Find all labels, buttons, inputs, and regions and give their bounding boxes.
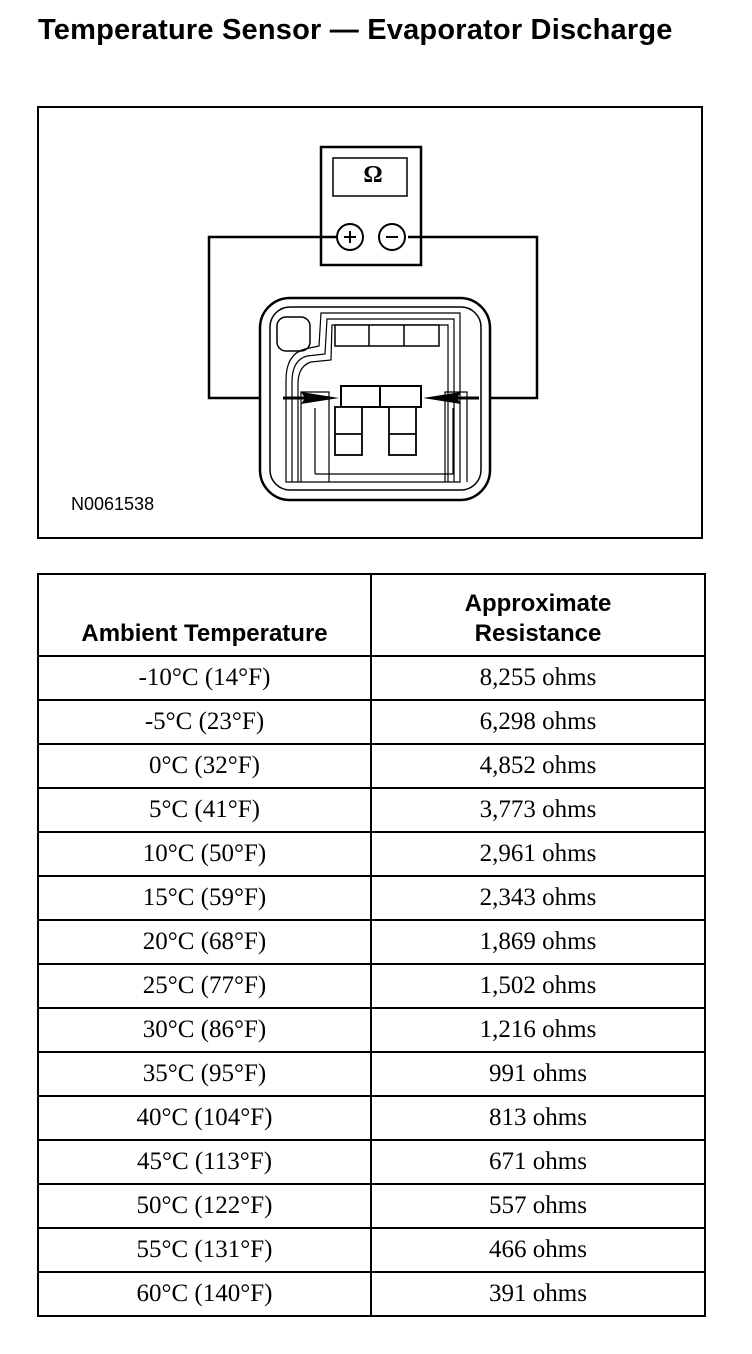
temperature-cell: 20°C (68°F) bbox=[38, 920, 371, 964]
resistance-cell: 2,343 ohms bbox=[371, 876, 705, 920]
temperature-cell: 30°C (86°F) bbox=[38, 1008, 371, 1052]
table-row bbox=[38, 964, 705, 1008]
table-row bbox=[38, 700, 705, 744]
table-row bbox=[38, 788, 705, 832]
resistance-cell: 2,961 ohms bbox=[371, 832, 705, 876]
resistance-cell: 3,773 ohms bbox=[371, 788, 705, 832]
table-row bbox=[38, 1228, 705, 1272]
table-row bbox=[38, 656, 705, 700]
page-title: Temperature Sensor — Evaporator Discharge bbox=[38, 14, 673, 46]
temperature-cell: 15°C (59°F) bbox=[38, 876, 371, 920]
temperature-cell: 40°C (104°F) bbox=[38, 1096, 371, 1140]
temperature-cell: 60°C (140°F) bbox=[38, 1272, 371, 1316]
temperature-cell: 25°C (77°F) bbox=[38, 964, 371, 1008]
temperature-cell: 55°C (131°F) bbox=[38, 1228, 371, 1272]
resistance-cell: 991 ohms bbox=[371, 1052, 705, 1096]
table-row bbox=[38, 1008, 705, 1052]
diagram-figure bbox=[37, 106, 703, 539]
table-row bbox=[38, 744, 705, 788]
resistance-cell: 1,216 ohms bbox=[371, 1008, 705, 1052]
temperature-cell: -10°C (14°F) bbox=[38, 656, 371, 700]
temperature-cell: 10°C (50°F) bbox=[38, 832, 371, 876]
resistance-cell: 6,298 ohms bbox=[371, 700, 705, 744]
resistance-cell: 1,869 ohms bbox=[371, 920, 705, 964]
temperature-cell: 0°C (32°F) bbox=[38, 744, 371, 788]
temperature-cell: 50°C (122°F) bbox=[38, 1184, 371, 1228]
ohm-symbol: Ω bbox=[363, 162, 383, 188]
table-row bbox=[38, 1140, 705, 1184]
figure-id: N0061538 bbox=[71, 494, 155, 514]
header-ambient-temperature: Ambient Temperature bbox=[38, 574, 371, 656]
table-header-row bbox=[38, 574, 705, 656]
table-row bbox=[38, 1184, 705, 1228]
header-approximate-resistance: Approximate Resistance bbox=[371, 574, 705, 656]
table-row bbox=[38, 876, 705, 920]
table-row bbox=[38, 832, 705, 876]
table-row bbox=[38, 1096, 705, 1140]
resistance-cell: 1,502 ohms bbox=[371, 964, 705, 1008]
resistance-table bbox=[37, 573, 706, 1317]
resistance-cell: 671 ohms bbox=[371, 1140, 705, 1184]
table-row bbox=[38, 1052, 705, 1096]
resistance-cell: 557 ohms bbox=[371, 1184, 705, 1228]
resistance-cell: 391 ohms bbox=[371, 1272, 705, 1316]
temperature-cell: -5°C (23°F) bbox=[38, 700, 371, 744]
resistance-cell: 466 ohms bbox=[371, 1228, 705, 1272]
temperature-cell: 35°C (95°F) bbox=[38, 1052, 371, 1096]
temperature-cell: 45°C (113°F) bbox=[38, 1140, 371, 1184]
temperature-cell: 5°C (41°F) bbox=[38, 788, 371, 832]
table-row bbox=[38, 920, 705, 964]
resistance-cell: 813 ohms bbox=[371, 1096, 705, 1140]
resistance-cell: 8,255 ohms bbox=[371, 656, 705, 700]
resistance-cell: 4,852 ohms bbox=[371, 744, 705, 788]
table-row bbox=[38, 1272, 705, 1316]
